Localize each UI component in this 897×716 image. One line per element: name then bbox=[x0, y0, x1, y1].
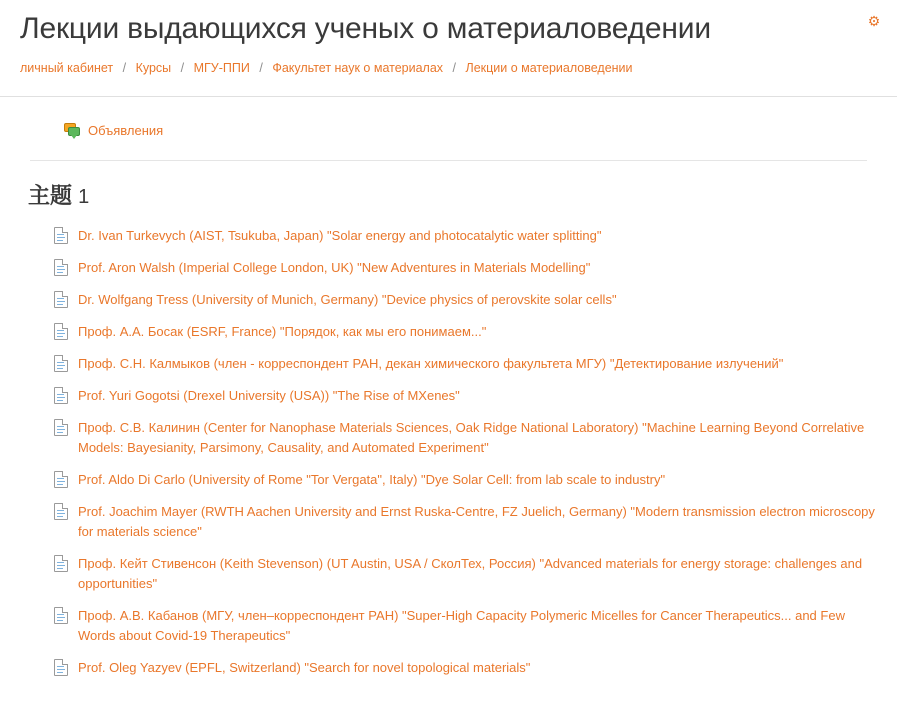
list-item[interactable] bbox=[54, 652, 877, 684]
list-item[interactable] bbox=[54, 548, 877, 600]
breadcrumb-item-courses[interactable]: Курсы bbox=[135, 61, 172, 75]
file-icon bbox=[54, 323, 68, 340]
list-item[interactable] bbox=[54, 284, 877, 316]
list-item[interactable] bbox=[54, 348, 877, 380]
file-icon bbox=[54, 355, 68, 372]
section-title-text: 主题 bbox=[28, 183, 73, 208]
list-item[interactable] bbox=[54, 316, 877, 348]
breadcrumb-item-msu-ppi[interactable]: МГУ-ППИ bbox=[193, 61, 250, 75]
list-item[interactable] bbox=[54, 412, 877, 464]
announcements-row[interactable] bbox=[64, 122, 867, 138]
breadcrumb-separator: / bbox=[122, 61, 127, 75]
breadcrumb bbox=[20, 60, 877, 76]
resource-link[interactable]: Prof. Aldo Di Carlo (University of Rome "Tor Vergata", Italy) "Dye Solar Cell: from lab scale to industry" bbox=[78, 472, 666, 487]
breadcrumb-separator: / bbox=[452, 61, 457, 75]
resource-link[interactable]: Prof. Joachim Mayer (RWTH Aachen University and Ernst Ruska-Centre, FZ Juelich, Germany) "Modern transmission electron microscopy for materials science" bbox=[78, 504, 875, 539]
file-icon bbox=[54, 555, 68, 572]
breadcrumb-separator: / bbox=[259, 61, 263, 75]
gear-icon[interactable]: ⚙ bbox=[867, 13, 881, 29]
file-icon bbox=[54, 259, 68, 276]
list-item[interactable] bbox=[54, 496, 877, 548]
resource-link[interactable]: Prof. Aron Walsh (Imperial College London, UK) "New Adventures in Materials Modelling" bbox=[78, 260, 591, 275]
resource-link[interactable]: Проф. А.А. Босак (ESRF, France) "Порядок, как мы его понимаем..." bbox=[78, 324, 487, 339]
file-icon bbox=[54, 659, 68, 676]
page-header bbox=[0, 0, 897, 76]
resource-link[interactable]: Проф. А.В. Кабанов (МГУ, член–корреспондент РАН) "Super-High Capacity Polymeric Micelles for Cancer Therapeutics... and Few Words about Covid-19 Therapeutics" bbox=[78, 608, 845, 643]
list-item[interactable] bbox=[54, 600, 877, 652]
file-icon bbox=[54, 419, 68, 436]
file-icon bbox=[54, 607, 68, 624]
breadcrumb-item-current: Лекции о материаловедении bbox=[465, 61, 633, 75]
breadcrumb-item-faculty[interactable]: Факультет наук о материалах bbox=[272, 61, 444, 75]
list-item[interactable] bbox=[54, 464, 877, 496]
file-icon bbox=[54, 291, 68, 308]
header-divider bbox=[0, 96, 897, 97]
section-title bbox=[20, 161, 877, 220]
file-icon bbox=[54, 503, 68, 520]
announcements-block bbox=[30, 76, 867, 161]
list-item[interactable] bbox=[54, 252, 877, 284]
forum-icon bbox=[64, 122, 80, 138]
breadcrumb-item-dashboard[interactable]: личный кабинет bbox=[20, 61, 114, 75]
resource-link[interactable]: Prof. Yuri Gogotsi (Drexel University (USA)) "The Rise of MXenes" bbox=[78, 388, 460, 403]
resource-link[interactable]: Dr. Ivan Turkevych (AIST, Tsukuba, Japan) "Solar energy and photocatalytic water splitting" bbox=[78, 228, 602, 243]
list-item[interactable] bbox=[54, 220, 877, 252]
breadcrumb-separator: / bbox=[180, 61, 185, 75]
file-icon bbox=[54, 227, 68, 244]
resource-list bbox=[20, 220, 877, 684]
file-icon bbox=[54, 387, 68, 404]
page-content bbox=[0, 76, 897, 684]
resource-link[interactable]: Проф. С.В. Калинин (Center for Nanophase Materials Sciences, Oak Ridge National Laboratory) "Machine Learning Beyond Correlative Models: Bayesianity, Parsimony, Causality, and Automated Experiment" bbox=[78, 420, 865, 455]
resource-link[interactable]: Проф. С.Н. Калмыков (член - корреспондент РАН, декан химического факультета МГУ) "Детектирование излучений" bbox=[78, 356, 784, 371]
page-title: Лекции выдающихся ученых о материаловедении bbox=[20, 12, 711, 45]
announcements-link[interactable]: Объявления bbox=[88, 122, 164, 138]
resource-link[interactable]: Dr. Wolfgang Tress (University of Munich, Germany) "Device physics of perovskite solar cells" bbox=[78, 292, 617, 307]
list-item[interactable] bbox=[54, 380, 877, 412]
resource-link[interactable]: Проф. Кейт Стивенсон (Keith Stevenson) (UT Austin, USA / СколТех, Россия) "Advanced materials for energy storage: challenges and opportunities" bbox=[78, 556, 863, 591]
resource-link[interactable]: Prof. Oleg Yazyev (EPFL, Switzerland) "Search for novel topological materials" bbox=[78, 660, 531, 675]
file-icon bbox=[54, 471, 68, 488]
section-number: 1 bbox=[78, 186, 90, 208]
